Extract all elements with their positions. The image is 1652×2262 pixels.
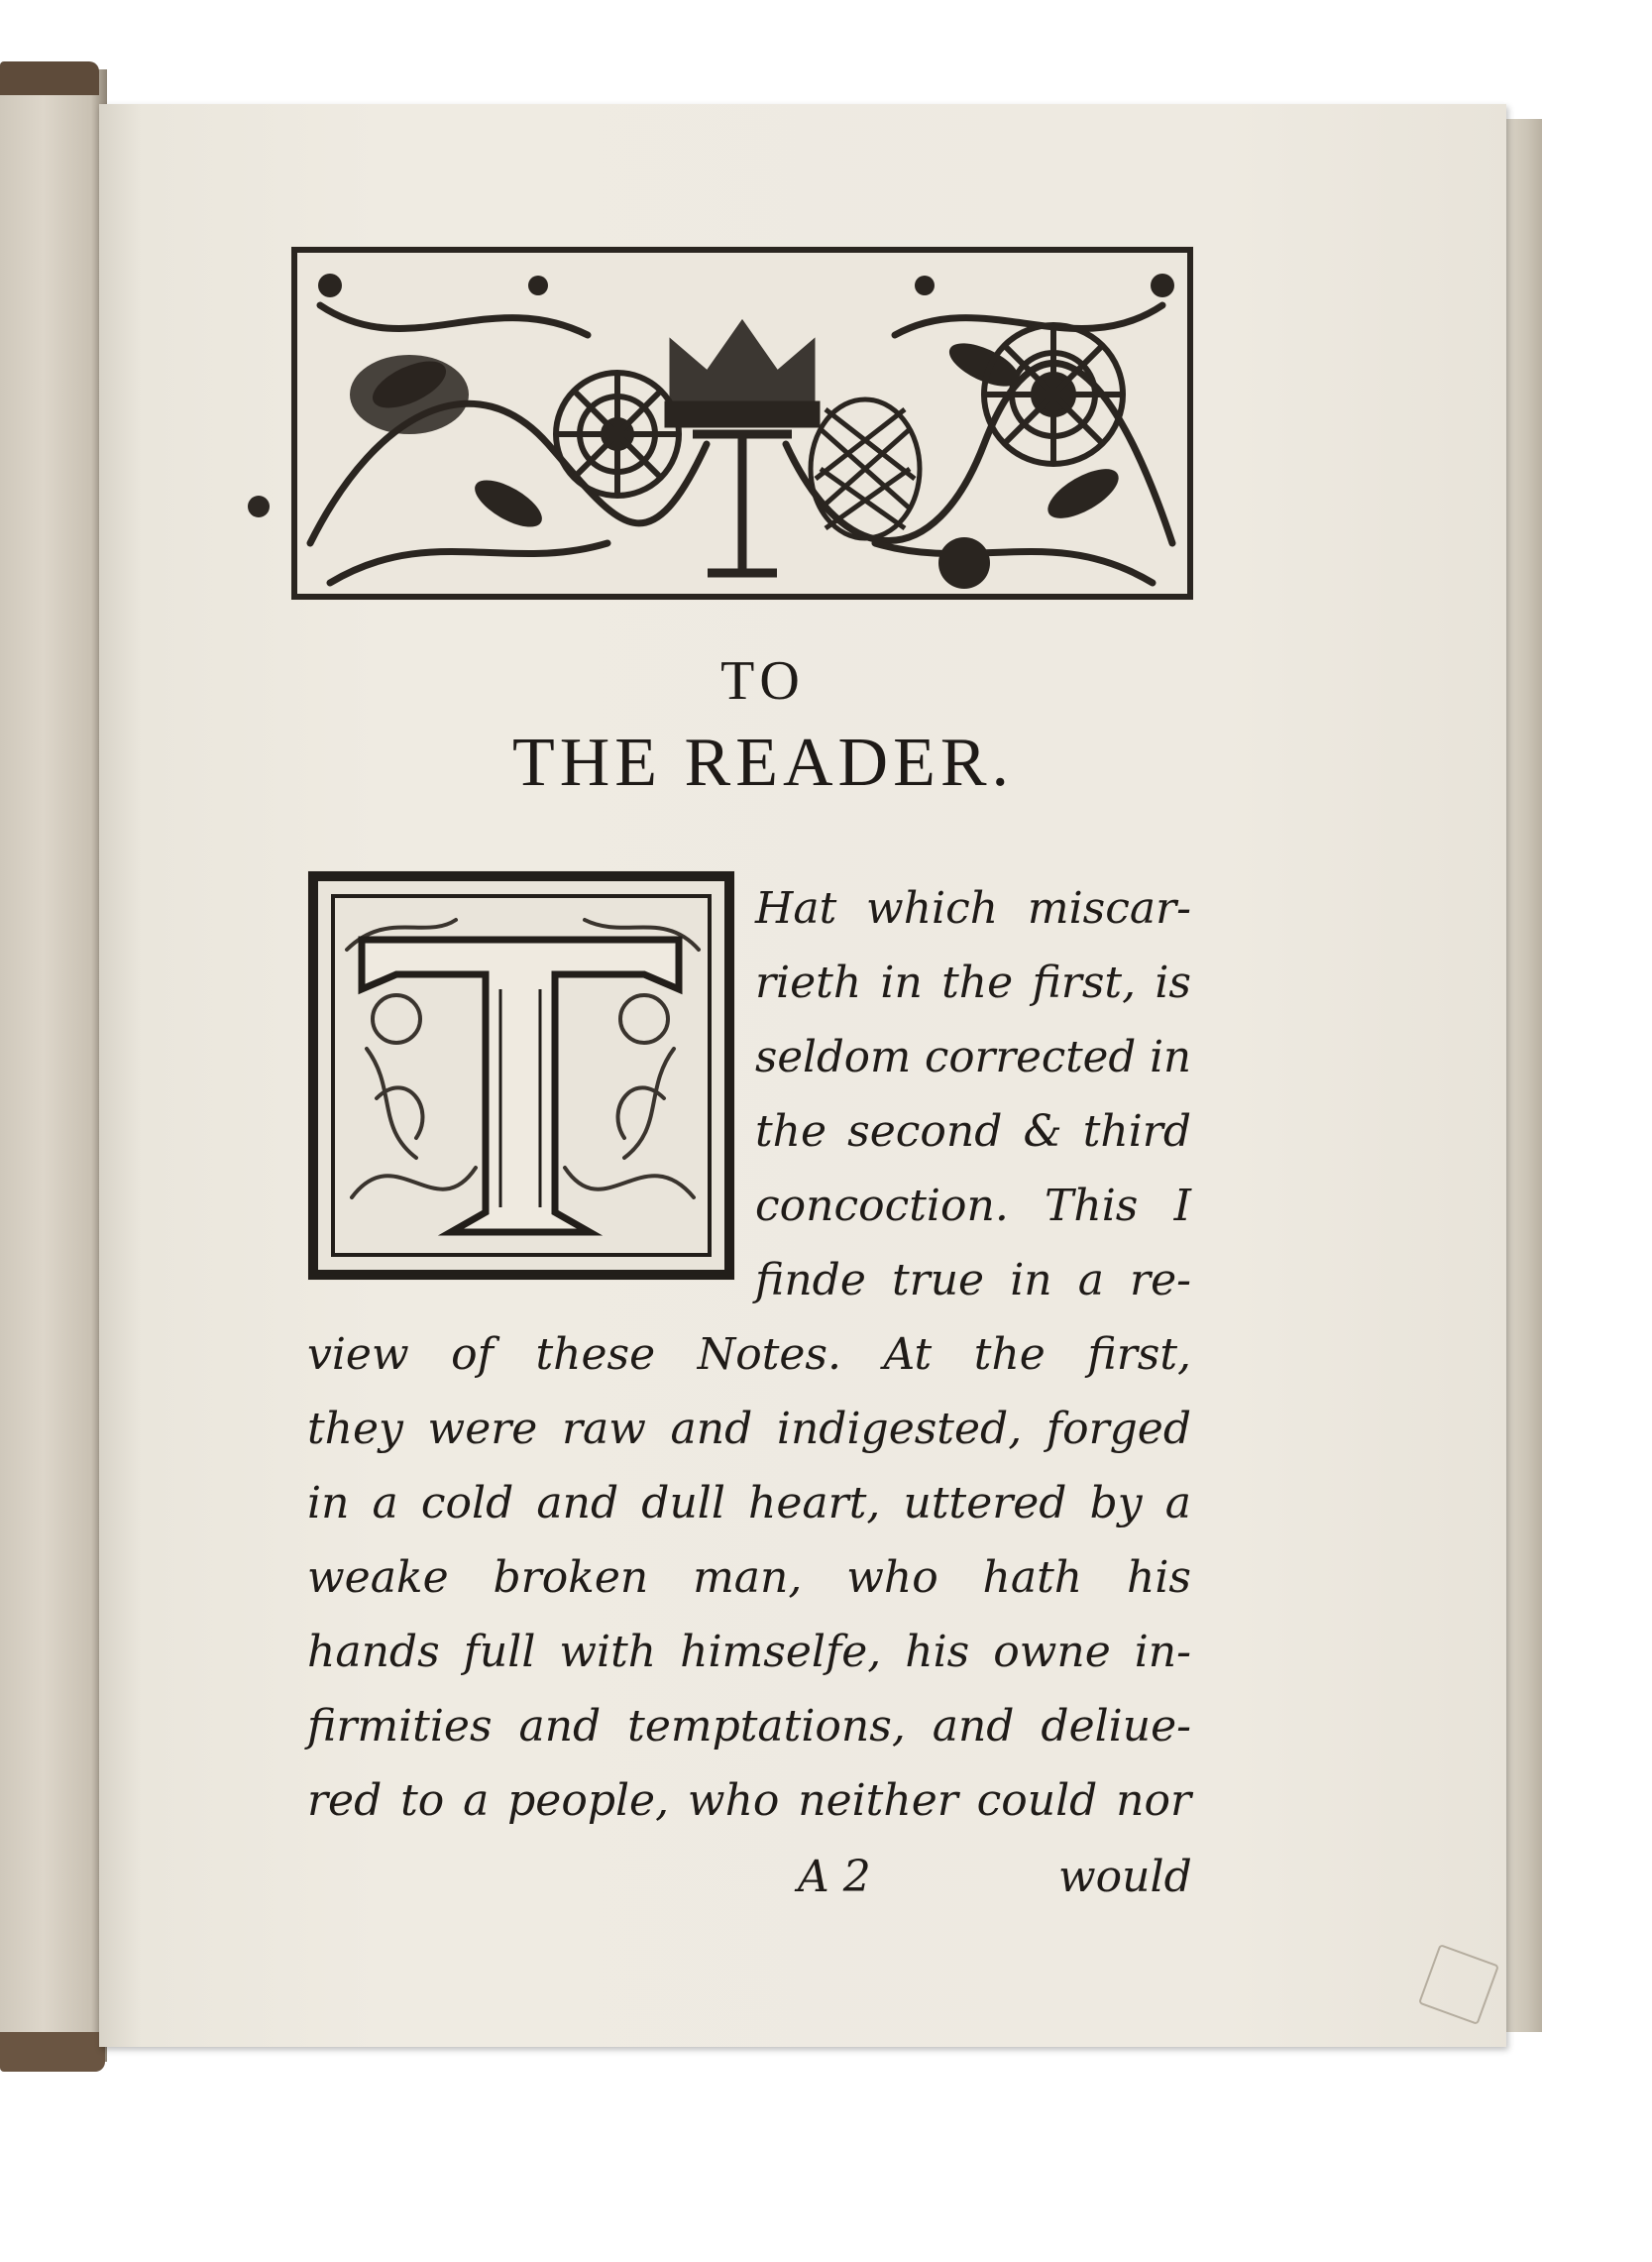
text-line-6: finde true in a re- — [755, 1255, 1191, 1305]
page-block-edge — [1506, 119, 1542, 2032]
text-line-8: they were raw and indigested, forged — [307, 1404, 1191, 1454]
cover-edge-top — [0, 61, 99, 95]
text-line-1: Hat which miscar- — [755, 883, 1191, 934]
text-line-13: red to a people, who neither could nor — [307, 1775, 1191, 1826]
binding-hole — [248, 496, 270, 517]
headpiece-ornament — [290, 246, 1194, 601]
decorated-initial-graphic — [307, 870, 735, 1281]
text-line-12: firmities and temptations, and deliue- — [307, 1701, 1191, 1752]
text-line-7: view of these Notes. At the first, — [307, 1329, 1191, 1380]
text-line-9: in a cold and dull heart, uttered by a — [307, 1478, 1191, 1528]
text-line-2: rieth in the first, is — [755, 958, 1191, 1008]
decorated-initial-t — [307, 870, 735, 1281]
text-line-3: seldom corrected in — [755, 1032, 1191, 1082]
text-line-10: weake broken man, who hath his — [307, 1552, 1191, 1603]
headpiece-ornament-graphic — [290, 246, 1194, 601]
heading-to: TO — [720, 650, 806, 712]
heading-the-reader: THE READER. — [511, 725, 1015, 801]
facing-page-edge — [0, 69, 107, 2062]
catchword: would — [1058, 1852, 1192, 1902]
cover-edge-bottom — [0, 2032, 105, 2072]
signature-mark: A 2 — [798, 1852, 871, 1902]
text-line-5: concoction. This I — [755, 1181, 1191, 1231]
text-line-4: the second & third — [755, 1106, 1191, 1157]
text-line-11: hands full with himselfe, his owne in- — [307, 1627, 1191, 1677]
